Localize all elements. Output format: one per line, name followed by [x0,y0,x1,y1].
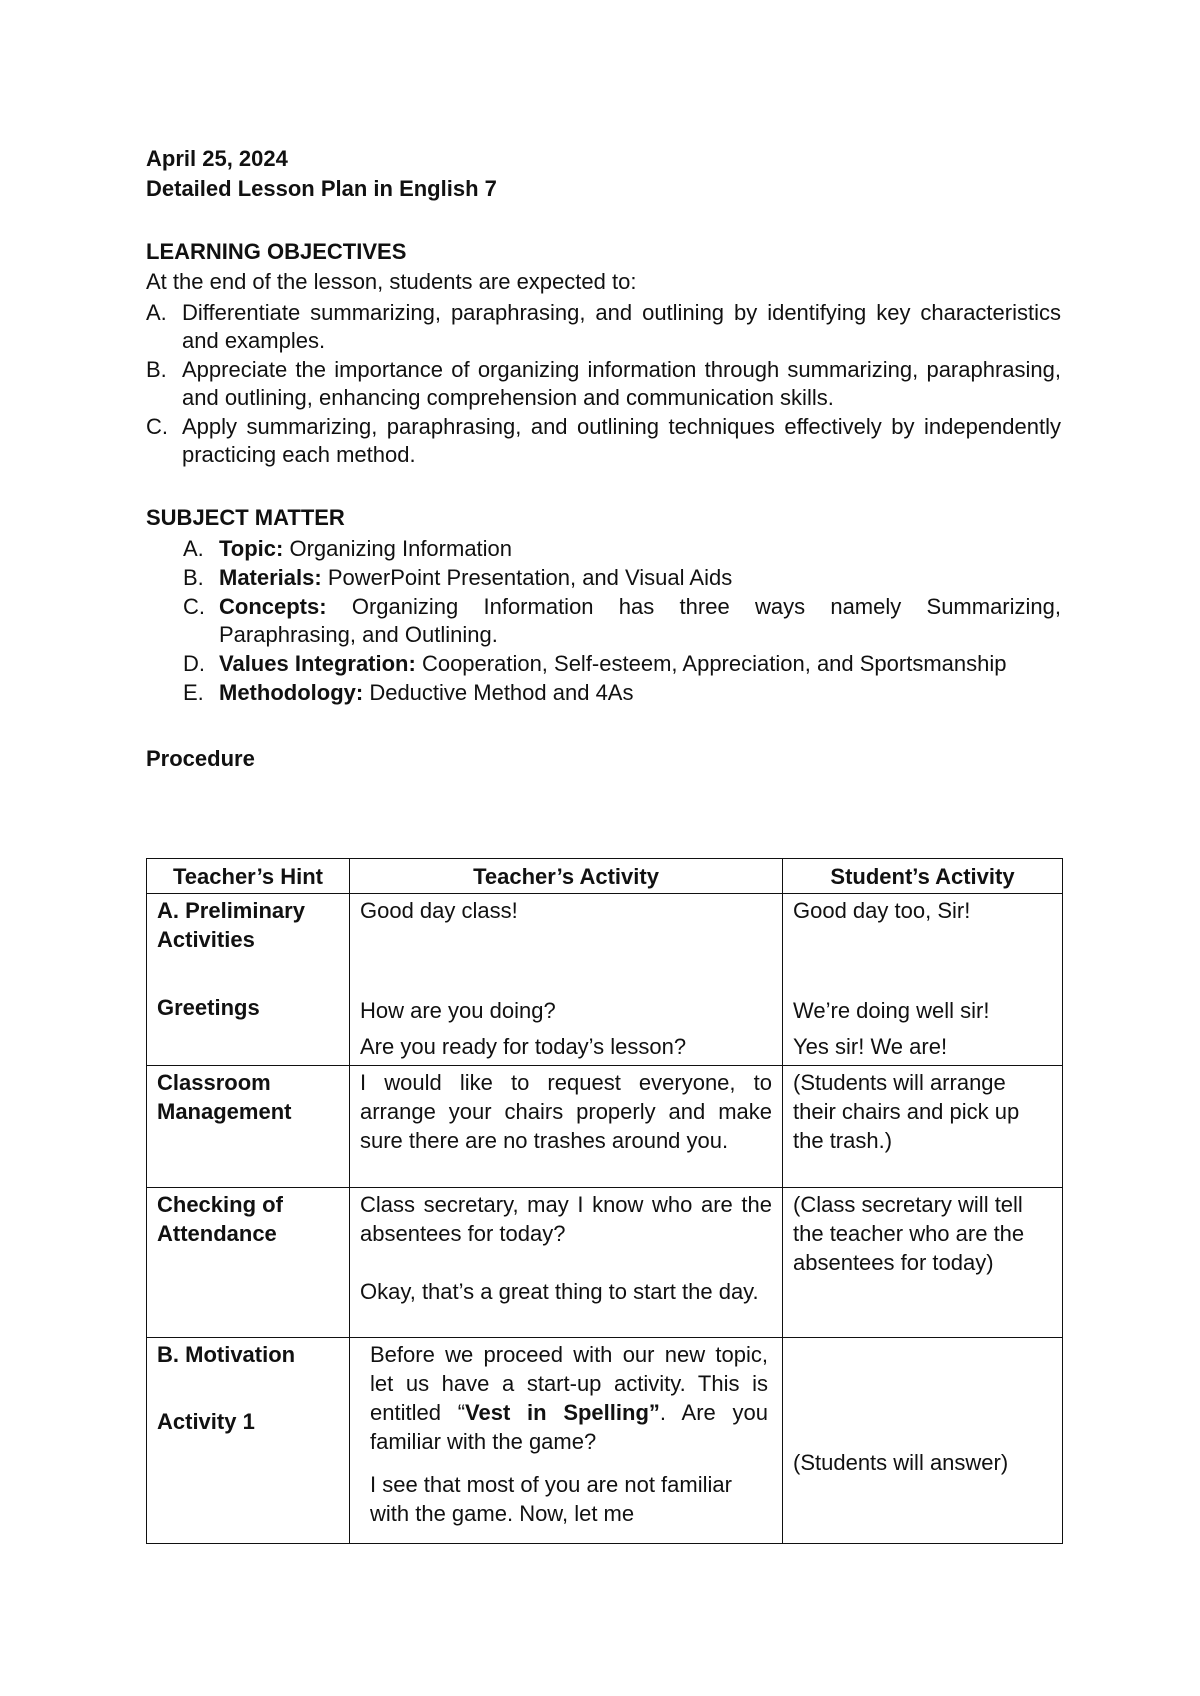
teacher-line: How are you doing? [360,998,556,1023]
teacher-activity-cell [350,1066,783,1188]
objectives-heading: LEARNING OBJECTIVES [146,239,407,264]
objective-item: B. Appreciate the importance of organizing information through summarizing, paraphrasing, and outlining, enhancing comprehension and communication skills. [146,357,1061,410]
student-line: (Students will arrange their chairs and pick up the trash.) [793,1070,1020,1153]
hint-text: A. Preliminary Activities [157,898,305,952]
objectives-intro: At the end of the lesson, students are expected to: [146,269,637,294]
teacher-activity-cell [350,1188,783,1338]
column-header: Teacher’s Activity [350,859,783,894]
hint-text: Activity 1 [157,1409,255,1434]
document-body [146,144,1061,774]
subject-matter-list [146,535,1061,707]
student-line: Yes sir! We are! [793,1034,948,1059]
subject-item-materials: B. Materials: PowerPoint Presentation, and Visual Aids [183,565,733,590]
subject-item-topic: A. Topic: Organizing Information [183,536,513,561]
table-row-motivation [147,1338,1063,1544]
hint-cell [147,1066,350,1188]
subject-item-concepts: C. Concepts: Organizing Information has three ways namely Summarizing, Paraphrasing, and Outlining. [183,594,1061,647]
table-header-row [147,859,1063,894]
subject-item-methodology: E. Methodology: Deductive Method and 4As [183,680,634,705]
teacher-activity-cell [350,1338,783,1544]
teacher-line: Before we proceed with our new topic, let us have a start-up activity. This is entitled “Vest in Spelling”. Are you familiar with the game? [370,1342,768,1454]
hint-text: B. Motivation [157,1342,296,1367]
student-line: (Students will answer) [793,1450,1009,1475]
subject-matter-heading: SUBJECT MATTER [146,505,345,530]
student-activity-cell [783,1066,1063,1188]
table-row-classroom [147,1066,1063,1188]
teacher-line: Are you ready for today’s lesson? [360,1034,687,1059]
teacher-line: Class secretary, may I know who are the absentees for today? [360,1192,772,1246]
hint-text: Classroom Management [157,1070,292,1124]
student-line: We’re doing well sir! [793,998,990,1023]
document-date: April 25, 2024 [146,146,288,171]
objective-item: A. Differentiate summarizing, paraphrasing, and outlining by identifying key characteristics and examples. [146,300,1061,353]
student-line: Good day too, Sir! [793,898,971,923]
column-header: Student’s Activity [783,859,1063,894]
hint-cell [147,1188,350,1338]
teacher-line: Good day class! [360,898,518,923]
column-header: Teacher’s Hint [147,859,350,894]
student-activity-cell [783,1188,1063,1338]
subject-item-values: D. Values Integration: Cooperation, Self-esteem, Appreciation, and Sportsmanship [183,651,1007,676]
teacher-line: I would like to request everyone, to arrange your chairs properly and make sure there are no trashes around you. [360,1070,772,1153]
teacher-line: Okay, that’s a great thing to start the day. [360,1279,759,1304]
table-row-preliminary [147,894,1063,1066]
hint-text: Checking of Attendance [157,1192,283,1246]
teacher-activity-cell [350,894,783,1066]
table-row-attendance [147,1188,1063,1338]
hint-cell [147,894,350,1066]
hint-cell [147,1338,350,1544]
objective-item: C. Apply summarizing, paraphrasing, and outlining techniques effectively by independently practicing each method. [146,414,1061,467]
procedure-table [146,858,1063,1544]
document-title: Detailed Lesson Plan in English 7 [146,176,497,201]
procedure-heading: Procedure [146,746,255,771]
hint-text: Greetings [157,995,260,1020]
objectives-list [146,299,1061,469]
teacher-line: I see that most of you are not familiar with the game. Now, let me [370,1472,732,1526]
student-activity-cell [783,1338,1063,1544]
student-activity-cell [783,894,1063,1066]
student-line: (Class secretary will tell the teacher who are the absentees for today) [793,1192,1025,1275]
